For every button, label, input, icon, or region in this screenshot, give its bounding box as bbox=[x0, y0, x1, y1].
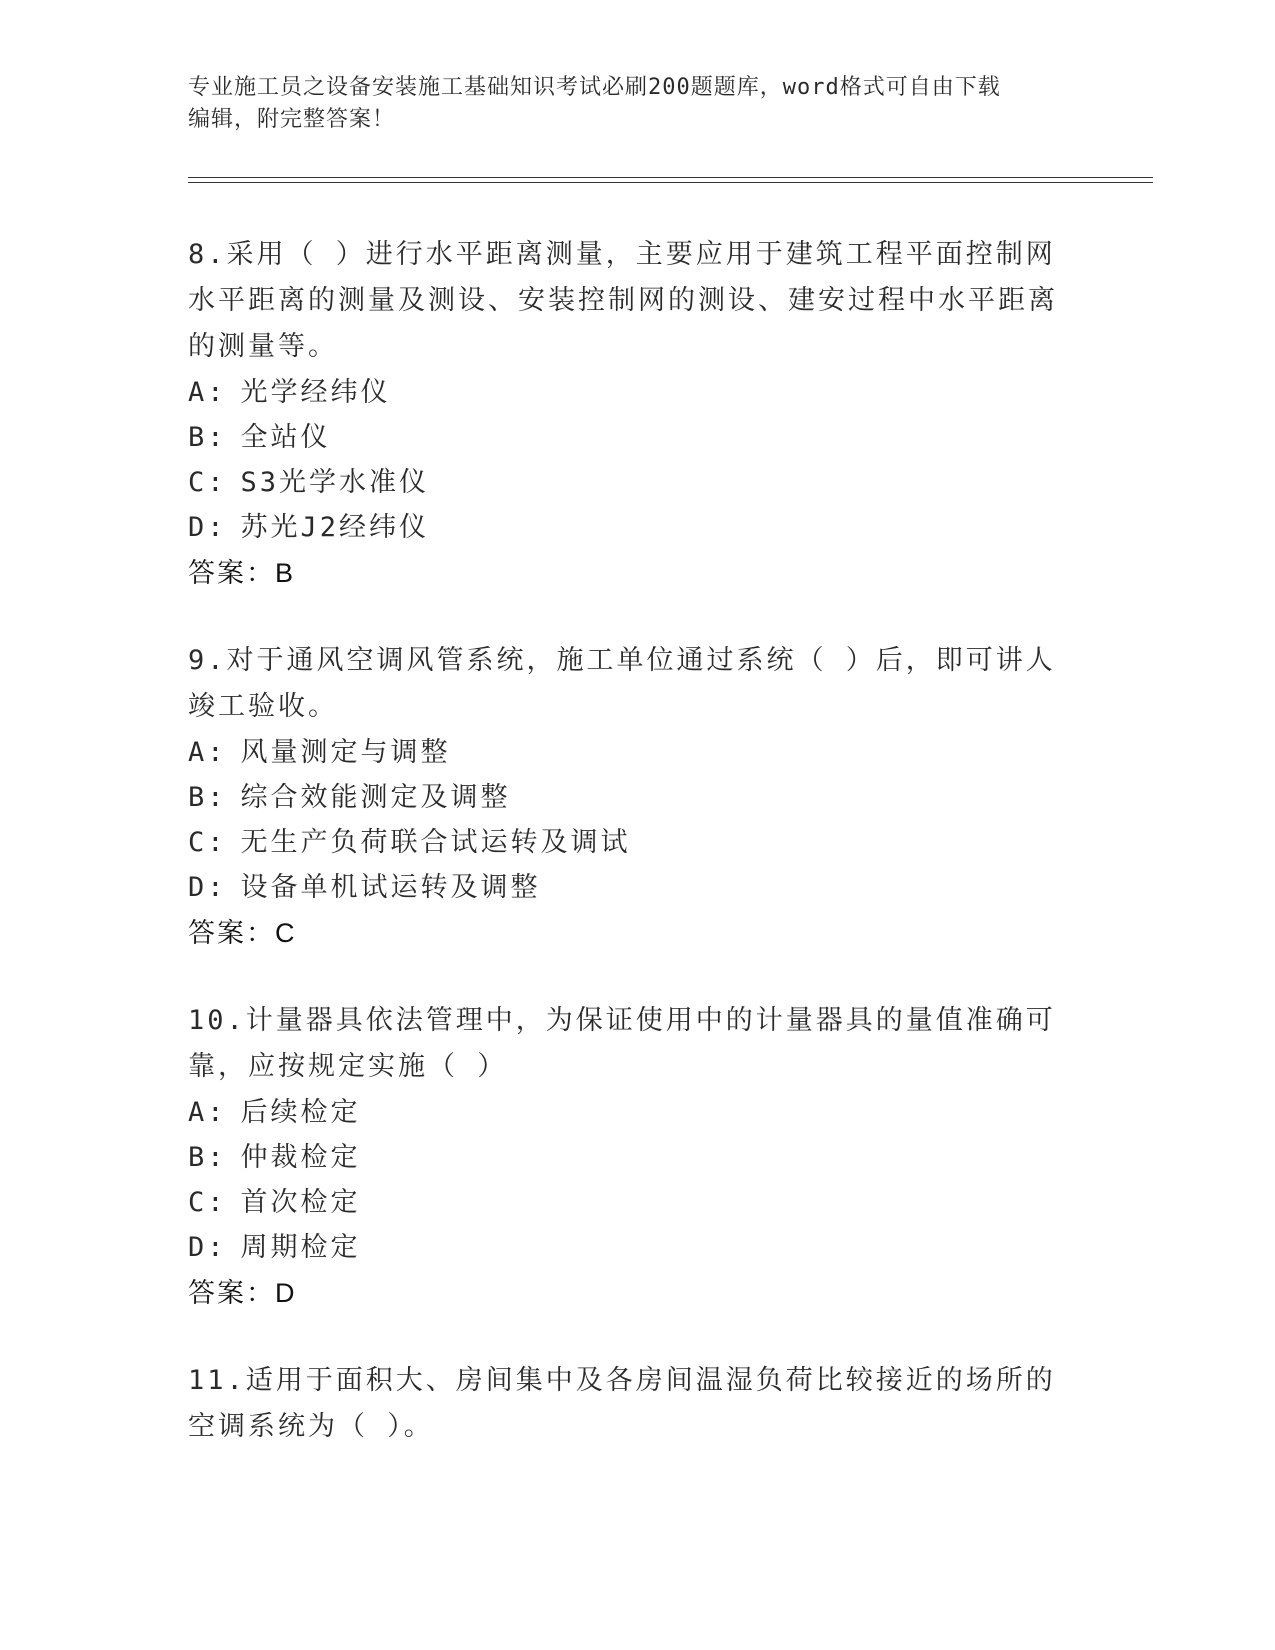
option-key: C: bbox=[188, 467, 227, 498]
option-text: 无生产负荷联合试运转及调试 bbox=[240, 827, 631, 858]
option-key: A: bbox=[188, 737, 227, 768]
option-text: 全站仪 bbox=[240, 422, 331, 453]
option-c bbox=[188, 460, 1068, 505]
option-text: 设备单机试运转及调整 bbox=[240, 872, 541, 903]
option-d bbox=[188, 505, 1068, 550]
option-text: 首次检定 bbox=[240, 1187, 361, 1218]
option-key: C: bbox=[188, 827, 227, 858]
question-list bbox=[188, 232, 1068, 1492]
answer-line: 答案：B bbox=[188, 558, 296, 588]
question-9 bbox=[188, 638, 1068, 956]
header-line-1: 专业施工员之设备安装施工基础知识考试必刷200题题库，word格式可自由下载 bbox=[188, 75, 1001, 100]
option-text: 苏光J2经纬仪 bbox=[240, 512, 430, 543]
option-b bbox=[188, 775, 1068, 820]
option-d bbox=[188, 865, 1068, 910]
question-stem: 10.计量器具依法管理中，为保证使用中的计量器具的量值准确可靠，应按规定实施（ ） bbox=[188, 1005, 1056, 1082]
option-d bbox=[188, 1225, 1068, 1270]
option-a bbox=[188, 730, 1068, 775]
option-key: A: bbox=[188, 1097, 227, 1128]
option-key: D: bbox=[188, 512, 227, 543]
header-line-2: 编辑，附完整答案！ bbox=[188, 107, 396, 132]
option-c bbox=[188, 820, 1068, 865]
question-10 bbox=[188, 998, 1068, 1316]
option-key: B: bbox=[188, 422, 227, 453]
option-key: A: bbox=[188, 377, 227, 408]
document-header bbox=[188, 72, 1088, 136]
answer-line: 答案：C bbox=[188, 918, 297, 948]
option-text: 光学经纬仪 bbox=[240, 377, 391, 408]
option-c bbox=[188, 1180, 1068, 1225]
option-b bbox=[188, 1135, 1068, 1180]
option-key: D: bbox=[188, 872, 227, 903]
question-stem: 8.采用（ ）进行水平距离测量，主要应用于建筑工程平面控制网水平距离的测量及测设、安装控制网的测设、建安过程中水平距离的测量等。 bbox=[188, 239, 1058, 362]
option-text: S3光学水准仪 bbox=[240, 467, 430, 498]
option-b bbox=[188, 415, 1068, 460]
question-stem: 9.对于通风空调风管系统，施工单位通过系统（ ）后，即可讲人竣工验收。 bbox=[188, 645, 1056, 722]
option-a bbox=[188, 370, 1068, 415]
option-text: 综合效能测定及调整 bbox=[240, 782, 511, 813]
header-divider-bottom bbox=[188, 182, 1153, 183]
option-key: C: bbox=[188, 1187, 227, 1218]
answer-line: 答案：D bbox=[188, 1278, 297, 1308]
option-key: D: bbox=[188, 1232, 227, 1263]
option-text: 周期检定 bbox=[240, 1232, 361, 1263]
option-a bbox=[188, 1090, 1068, 1135]
option-key: B: bbox=[188, 1142, 227, 1173]
option-text: 风量测定与调整 bbox=[240, 737, 451, 768]
option-key: B: bbox=[188, 782, 227, 813]
question-11 bbox=[188, 1358, 1068, 1450]
header-divider-top bbox=[188, 177, 1153, 178]
question-stem: 11.适用于面积大、房间集中及各房间温湿负荷比较接近的场所的空调系统为（ ）。 bbox=[188, 1365, 1056, 1442]
question-8 bbox=[188, 232, 1068, 596]
option-text: 仲裁检定 bbox=[240, 1142, 361, 1173]
option-text: 后续检定 bbox=[240, 1097, 361, 1128]
